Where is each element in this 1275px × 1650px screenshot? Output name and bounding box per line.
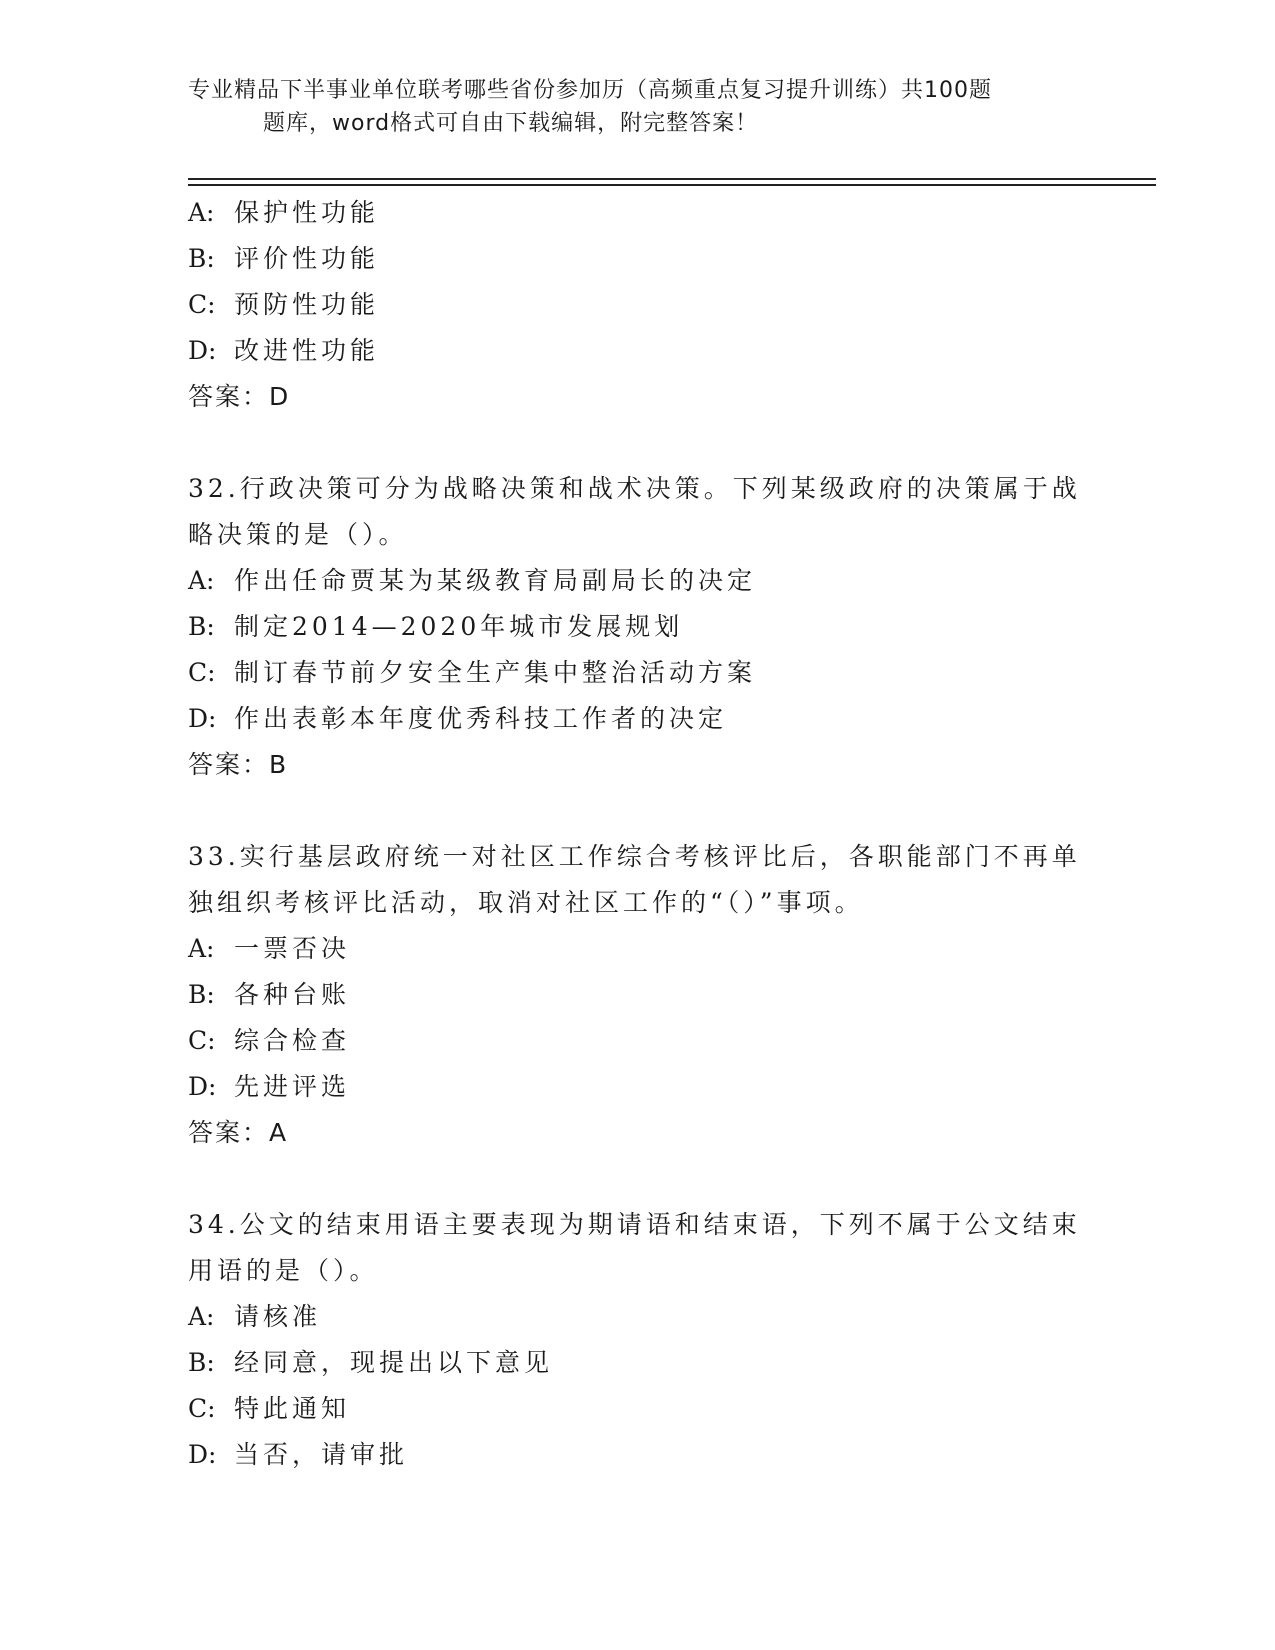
option-key: D: <box>188 1440 217 1469</box>
option-text: 制定2014—2020年城市发展规划 <box>234 612 684 641</box>
option-key: C: <box>188 658 216 687</box>
option-b <box>188 1340 1088 1386</box>
option-text: 请核准 <box>234 1302 322 1331</box>
option-d <box>188 1064 1088 1110</box>
option-b <box>188 972 1088 1018</box>
option-key: B: <box>188 244 215 273</box>
question-text-line-1: 34.公文的结束用语主要表现为期请语和结束语，下列不属于公文结束 <box>188 1210 1081 1239</box>
question-block-32 <box>188 466 1088 788</box>
option-key: C: <box>188 1394 216 1423</box>
option-key: B: <box>188 612 215 641</box>
option-a <box>188 558 1088 604</box>
option-a <box>188 926 1088 972</box>
option-d <box>188 328 1088 374</box>
option-text: 经同意，现提出以下意见 <box>234 1348 554 1377</box>
option-key: A: <box>188 934 215 963</box>
option-text: 一票否决 <box>234 934 351 963</box>
header-divider-top <box>188 178 1156 180</box>
document-header <box>188 74 1088 140</box>
option-key: C: <box>188 290 216 319</box>
option-key: D: <box>188 336 217 365</box>
option-text: 特此通知 <box>234 1394 351 1423</box>
header-line-2: 题库，word格式可自由下载编辑，附完整答案！ <box>263 111 759 136</box>
header-line-1: 专业精品下半事业单位联考哪些省份参加历（高频重点复习提升训练）共100题 <box>188 78 992 103</box>
header-divider-bottom <box>188 184 1156 186</box>
question-text-line-2: 用语的是（）。 <box>188 1256 379 1285</box>
question-block-33 <box>188 834 1088 1156</box>
answer-line: 答案：D <box>188 382 291 411</box>
option-c <box>188 1386 1088 1432</box>
option-a <box>188 190 1088 236</box>
question-text-line-1: 32.行政决策可分为战略决策和战术决策。下列某级政府的决策属于战 <box>188 474 1081 503</box>
option-c <box>188 1018 1088 1064</box>
option-text: 保护性功能 <box>234 198 380 227</box>
option-key: B: <box>188 1348 215 1377</box>
option-text: 预防性功能 <box>234 290 380 319</box>
question-text-line-2: 独组织考核评比活动，取消对社区工作的“（）”事项。 <box>188 888 864 917</box>
answer-line: 答案：B <box>188 750 289 779</box>
option-b <box>188 604 1088 650</box>
option-key: A: <box>188 1302 215 1331</box>
option-c <box>188 650 1088 696</box>
option-text: 当否，请审批 <box>234 1440 409 1469</box>
option-d <box>188 1432 1088 1478</box>
option-text: 作出表彰本年度优秀科技工作者的决定 <box>234 704 728 733</box>
option-text: 制订春节前夕安全生产集中整治活动方案 <box>234 658 757 687</box>
answer-line: 答案：A <box>188 1118 289 1147</box>
option-text: 各种台账 <box>234 980 351 1009</box>
option-text: 先进评选 <box>234 1072 351 1101</box>
option-key: D: <box>188 1072 217 1101</box>
option-text: 作出任命贾某为某级教育局副局长的决定 <box>234 566 757 595</box>
option-text: 改进性功能 <box>234 336 380 365</box>
option-d <box>188 696 1088 742</box>
option-b <box>188 236 1088 282</box>
option-key: C: <box>188 1026 216 1055</box>
option-key: D: <box>188 704 217 733</box>
option-key: A: <box>188 566 215 595</box>
question-block-31 <box>188 190 1088 420</box>
question-text-line-1: 33.实行基层政府统一对社区工作综合考核评比后，各职能部门不再单 <box>188 842 1081 871</box>
question-block-34 <box>188 1202 1088 1478</box>
document-body <box>188 190 1088 1478</box>
option-key: B: <box>188 980 215 1009</box>
option-a <box>188 1294 1088 1340</box>
option-c <box>188 282 1088 328</box>
option-text: 综合检查 <box>234 1026 351 1055</box>
question-text-line-2: 略决策的是（）。 <box>188 520 408 549</box>
option-key: A: <box>188 198 215 227</box>
option-text: 评价性功能 <box>234 244 380 273</box>
